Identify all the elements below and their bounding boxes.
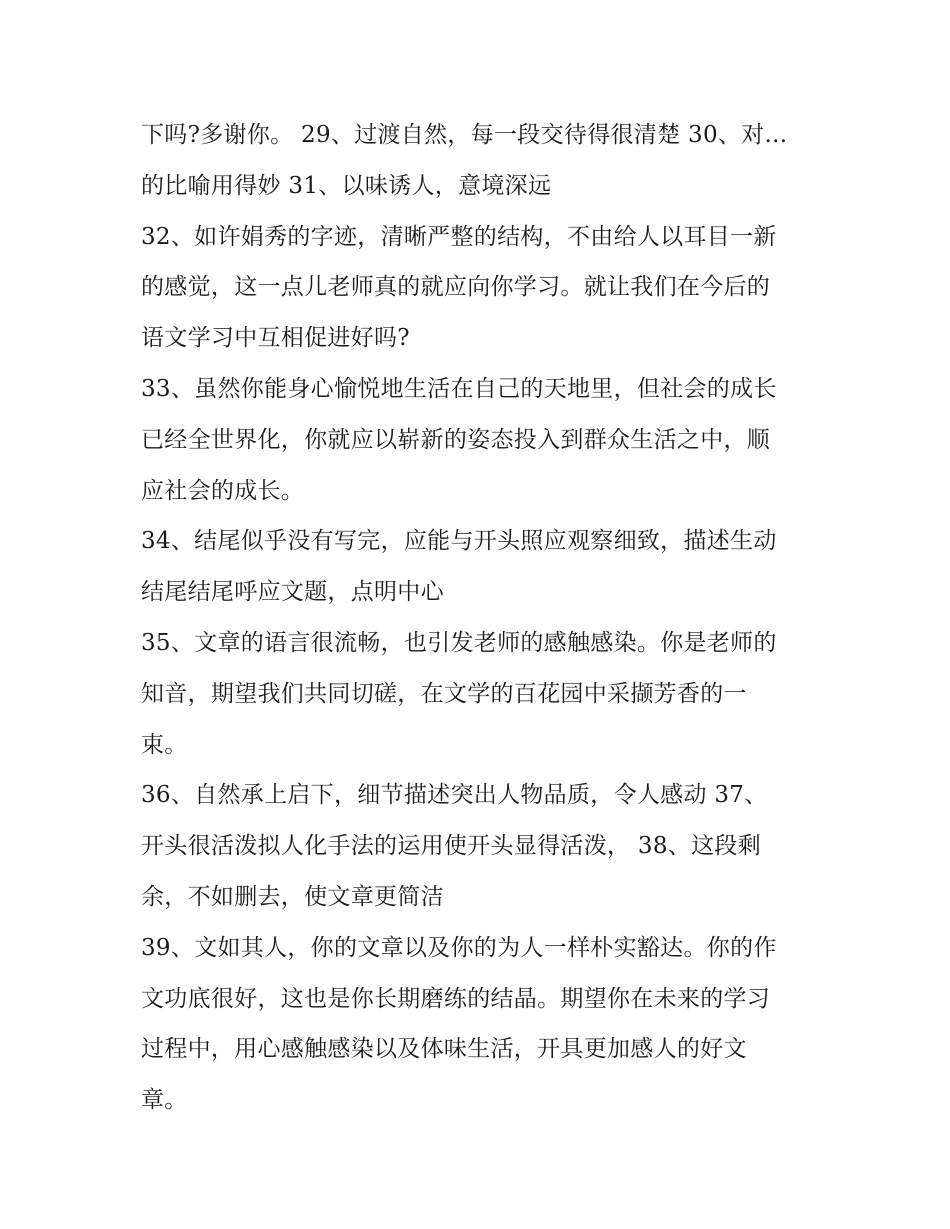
text-line: 已经全世界化，你就应以崭新的姿态投入到群众生活之中，顺 (141, 426, 771, 453)
text-line: 36、自然承上启下，细节描述突出人物品质，令人感动 37、 (141, 782, 768, 809)
text-line: 的感觉，这一点儿老师真的就应向你学习。就让我们在今后的 (141, 274, 771, 301)
text-line: 知音，期望我们共同切磋，在文学的百花园中采撷芳香的一 (141, 680, 747, 707)
text-line: 开头很活泼拟人化手法的运用使开头显得活泼， 38、这段剩 (141, 833, 761, 860)
text-line: 35、文章的语言很流畅，也引发老师的感触感染。你是老师的 (141, 629, 777, 656)
document-body (141, 110, 821, 1126)
text-line: 的比喻用得妙 31、以味诱人，意境深远 (141, 172, 552, 199)
text-line: 语文学习中互相促进好吗? (141, 325, 410, 352)
text-line: 结尾结尾呼应文题，点明中心 (141, 579, 444, 606)
text-line: 应社会的成长。 (141, 477, 305, 504)
text-line: 束。 (141, 731, 188, 758)
text-line: 下吗?多谢你。 29、过渡自然，每一段交待得很清楚 30、对... (141, 122, 788, 148)
text-line: 32、如许娟秀的字迹，清晰严整的结构，不由给人以耳目一新 (141, 223, 777, 250)
text-line: 33、虽然你能身心愉悦地生活在自己的天地里，但社会的成长 (141, 375, 777, 402)
text-line: 39、文如其人，你的文章以及你的为人一样朴实豁达。你的作 (141, 934, 777, 961)
text-line: 过程中，用心感触感染以及体味生活，开具更加感人的好文 (141, 1036, 747, 1063)
text-line: 文功底很好，这也是你长期磨练的结晶。期望你在未来的学习 (141, 985, 771, 1012)
text-line: 余，不如删去，使文章更简洁 (141, 883, 444, 910)
text-line: 34、结尾似乎没有写完，应能与开头照应观察细致，描述生动 (141, 528, 777, 555)
text-line: 章。 (141, 1087, 188, 1114)
